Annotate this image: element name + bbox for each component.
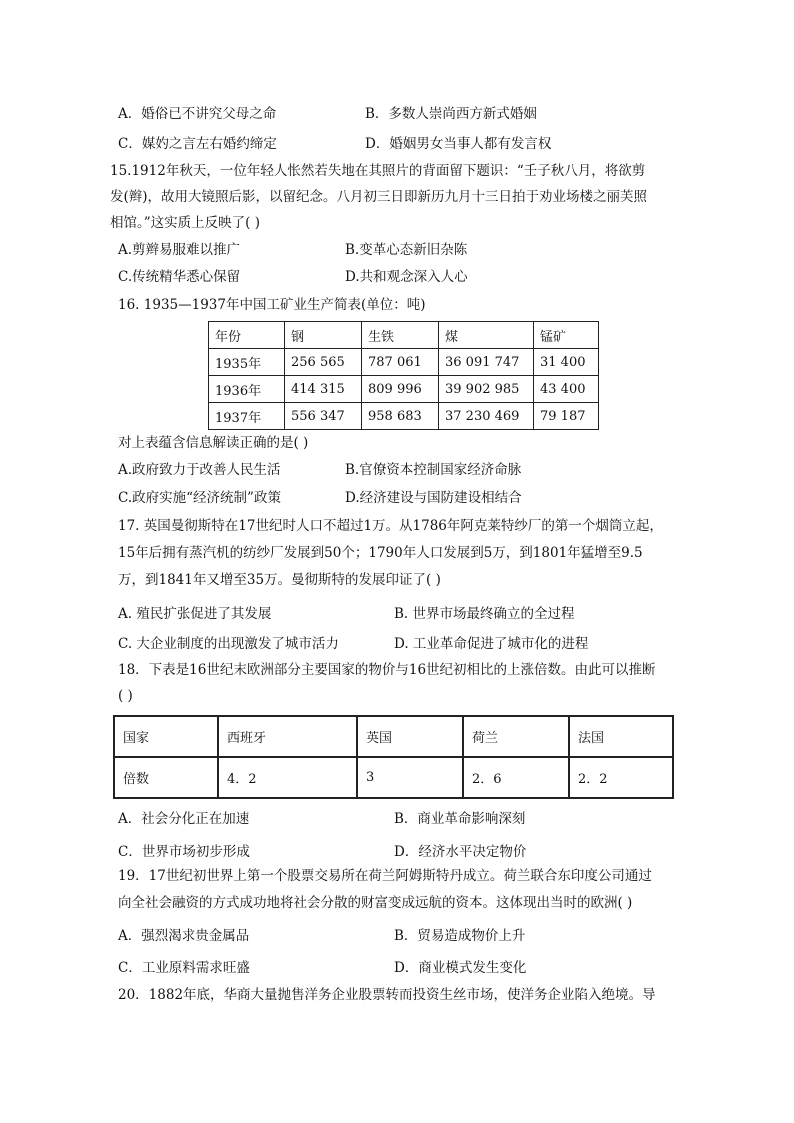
table-row: [209, 376, 599, 403]
q17-option-b[interactable]: B. 世界市场最终确立的全过程: [394, 606, 575, 622]
table-row: [209, 403, 599, 430]
q18-option-c[interactable]: C．世界市场初步形成: [118, 844, 250, 860]
q14-option-d[interactable]: D．婚姻男女当事人都有发言权: [365, 136, 552, 152]
q19-option-b[interactable]: B．贸易造成物价上升: [394, 928, 526, 944]
table-cell: 809 996: [362, 376, 439, 403]
table-cell: 39 902 985: [439, 376, 534, 403]
q17-text-line-1: 17. 英国曼彻斯特在17世纪时人口不超过1万。从1786年阿克莱特纱厂的第一个烟筒立起，: [118, 518, 663, 534]
table-cell: 43 400: [534, 376, 599, 403]
table-cell: 3: [357, 757, 463, 798]
q16-option-c[interactable]: C.政府实施“经济统制”政策: [118, 490, 281, 506]
q18-option-d[interactable]: D．经济水平决定物价: [394, 844, 527, 860]
q19-option-c[interactable]: C．工业原料需求旺盛: [118, 960, 250, 976]
table-row: [114, 716, 673, 757]
q15-text-line-1: 15.1912年秋天，一位年轻人怅然若失地在其照片的背面留下题识：“壬子秋八月，将欲剪: [110, 163, 646, 179]
q17-text-line-3: 万，到1841年又增至35万。曼彻斯特的发展印证了( ): [118, 572, 441, 588]
table-cell: 荷兰: [463, 716, 569, 757]
table-cell: 4．2: [218, 757, 357, 798]
table-cell: 787 061: [362, 349, 439, 376]
table-cell: 414 315: [285, 376, 362, 403]
q16-option-d[interactable]: D.经济建设与国防建设相结合: [345, 490, 522, 506]
q16-question: 对上表蕴含信息解读正确的是( ): [118, 435, 309, 451]
table-cell: 79 187: [534, 403, 599, 430]
q16-title: 16. 1935—1937年中国工矿业生产简表(单位：吨): [118, 297, 426, 313]
table-cell: 1937年: [209, 403, 285, 430]
table-row: [209, 349, 599, 376]
q15-text-line-2: 发(辫)，故用大镜照后影，以留纪念。八月初三日即新历九月十三日拍于劝业场楼之丽芙照: [110, 189, 648, 205]
q17-text-line-2: 15年后拥有蒸汽机的纺纱厂发展到50个；1790年人口发展到5万，到1801年猛增至9.5: [118, 545, 643, 561]
table-cell: 1935年: [209, 349, 285, 376]
table-cell: 年份: [209, 322, 285, 349]
q15-option-a[interactable]: A.剪辫易服难以推广: [118, 242, 241, 258]
table-cell: 256 565: [285, 349, 362, 376]
q14-option-b[interactable]: B．多数人崇尚西方新式婚姻: [365, 106, 537, 122]
table-cell: 煤: [439, 322, 534, 349]
q19-option-a[interactable]: A．强烈渴求贵金属品: [118, 928, 250, 944]
table-cell: 36 091 747: [439, 349, 534, 376]
q18-price-table: [113, 715, 674, 799]
table-cell: 钢: [285, 322, 362, 349]
table-cell: 37 230 469: [439, 403, 534, 430]
table-row: [209, 322, 599, 349]
table-cell: 倍数: [114, 757, 218, 798]
q16-production-table: [208, 321, 599, 430]
table-cell: 556 347: [285, 403, 362, 430]
q18-option-b[interactable]: B．商业革命影响深刻: [394, 811, 526, 827]
q17-option-d[interactable]: D. 工业革命促进了城市化的进程: [394, 636, 589, 652]
q14-option-a[interactable]: A．婚俗已不讲究父母之命: [118, 106, 277, 122]
q20-text-line-1: 20．1882年底，华商大量抛售洋务企业股票转而投资生丝市场，使洋务企业陷入绝境。导: [118, 987, 656, 1003]
table-cell: 锰矿: [534, 322, 599, 349]
q19-text-line-1: 19．17世纪初世界上第一个股票交易所在荷兰阿姆斯特丹成立。荷兰联合东印度公司通过: [118, 868, 652, 884]
q17-option-c[interactable]: C. 大企业制度的出现激发了城市活力: [118, 636, 339, 652]
q19-text-line-2: 向全社会融资的方式成功地将社会分散的财富变成远航的资本。这体现出当时的欧洲( ): [118, 895, 633, 911]
table-cell: 2．2: [569, 757, 673, 798]
q14-option-c[interactable]: C．媒妁之言左右婚约缔定: [118, 136, 277, 152]
q17-option-a[interactable]: A. 殖民扩张促进了其发展: [118, 606, 272, 622]
table-cell: 英国: [357, 716, 463, 757]
q18-option-a[interactable]: A．社会分化正在加速: [118, 811, 250, 827]
q15-option-d[interactable]: D.共和观念深入人心: [345, 269, 468, 285]
q16-option-a[interactable]: A.政府致力于改善人民生活: [118, 462, 281, 478]
table-cell: 国家: [114, 716, 218, 757]
table-cell: 2．6: [463, 757, 569, 798]
table-cell: 法国: [569, 716, 673, 757]
q18-text-line-2: ( ): [118, 688, 133, 704]
q16-option-b[interactable]: B.官僚资本控制国家经济命脉: [345, 462, 522, 478]
q15-option-c[interactable]: C.传统精华悉心保留: [118, 269, 241, 285]
table-cell: 31 400: [534, 349, 599, 376]
table-cell: 生铁: [362, 322, 439, 349]
q15-text-line-3: 相馆。”这实质上反映了( ): [110, 215, 260, 231]
table-row: [114, 757, 673, 798]
q15-option-b[interactable]: B.变革心态新旧杂陈: [345, 242, 468, 258]
table-cell: 1936年: [209, 376, 285, 403]
table-cell: 西班牙: [218, 716, 357, 757]
q18-text-line-1: 18．下表是16世纪末欧洲部分主要国家的物价与16世纪初相比的上涨倍数。由此可以推断: [118, 662, 656, 678]
q19-option-d[interactable]: D．商业模式发生变化: [394, 960, 527, 976]
table-cell: 958 683: [362, 403, 439, 430]
